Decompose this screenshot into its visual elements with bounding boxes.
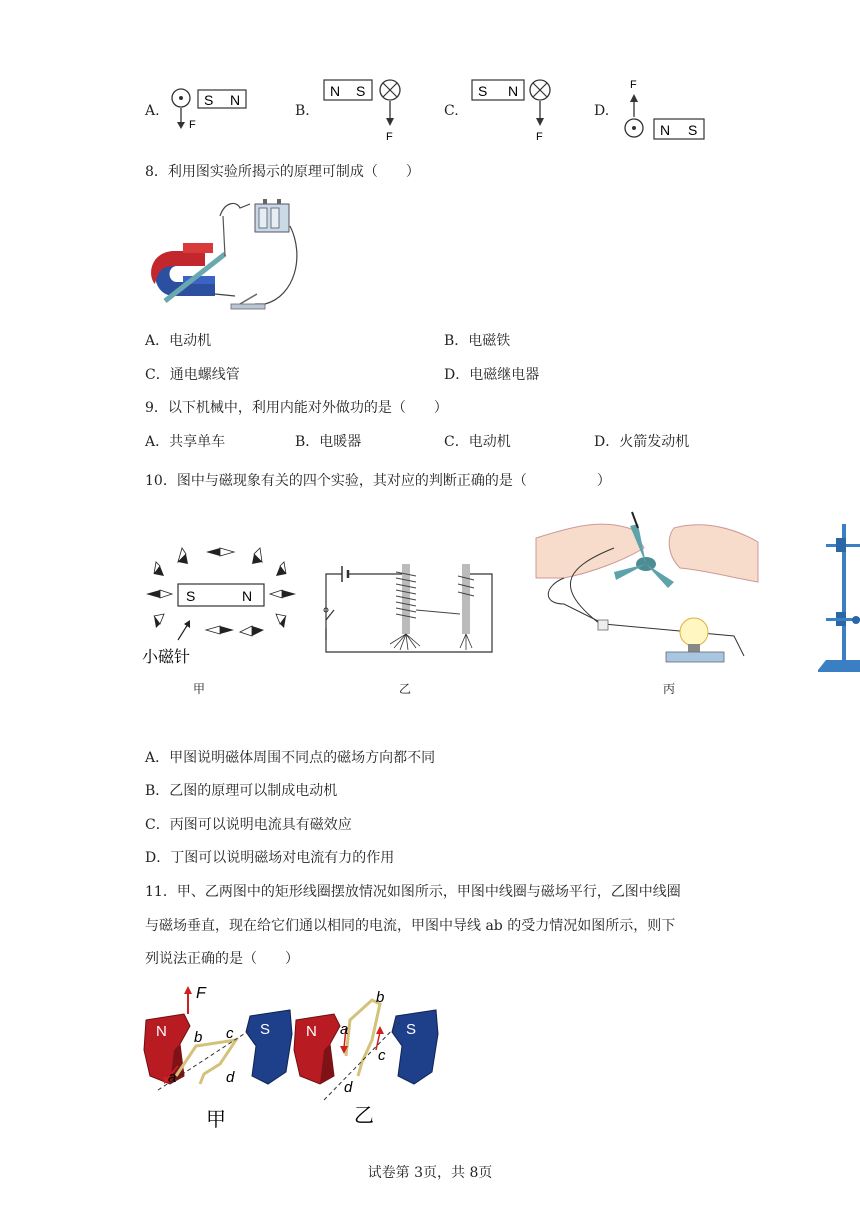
q7-option-d-letter: D. [594,103,610,119]
q7-option-b-figure [322,76,412,146]
force-arrow-icon [536,118,544,126]
magnet-pole-left: N [660,122,671,138]
q7-option-c-letter: C. [444,103,459,119]
magnet-pole-s: S [186,588,196,604]
magnet-pole-left: S [204,92,214,108]
force-label: F [189,119,196,131]
label-b-jia: b [194,1029,203,1046]
compass-needle-label: 小磁针 [142,649,191,666]
coil-yi [346,1000,380,1076]
lightbulb-icon [666,618,724,662]
magnet-n-pole-yi [294,1014,340,1084]
q8-option-d[interactable]: D．电磁继电器 [444,367,540,383]
q9-stem: 9．以下机械中，利用内能对外做功的是（ ） [145,400,448,416]
magnet-pole-right: N [230,92,241,108]
pole-s-label: S [406,1021,417,1038]
q10-option-b[interactable]: B．乙图的原理可以制成电动机 [145,783,338,799]
q7-option-a-figure [168,82,253,138]
q8-option-a[interactable]: A．电动机 [145,333,212,349]
force-label: F [386,131,393,143]
q11-stem-line-3: 列说法正确的是（ ） [145,951,299,967]
pole-n-label: N [156,1023,167,1040]
force-arrow-icon [630,94,638,102]
magnet-s-pole-jia [246,1010,292,1084]
q9-option-d[interactable]: D．火箭发动机 [594,434,690,450]
q9-option-b[interactable]: B．电暖器 [295,434,362,450]
battery-icon [255,199,289,232]
hand-right-icon [669,525,758,582]
q11-figure [140,980,450,1130]
electromagnet-coils-icon [390,564,474,650]
q10-option-c[interactable]: C．丙图可以说明电流具有磁效应 [145,817,352,833]
magnet-pole-left: S [478,83,488,99]
force-label: F [196,985,206,1002]
q10-caption-jia: 甲 [193,682,206,696]
q10-caption-bing: 丙 [663,682,676,696]
magnet-pole-right: S [356,83,366,99]
q10-option-d[interactable]: D．丁图可以说明磁场对电流有力的作用 [145,850,395,866]
q10-figure-jia [140,540,300,670]
caption-jia: 甲 [206,1109,226,1130]
q7-option-c-figure [470,76,560,146]
force-arrow-icon [386,118,394,126]
magnet-pole-right: N [508,83,519,99]
force-arrow-icon [177,122,185,129]
q10-caption-yi: 乙 [399,682,412,696]
magnet-pole-right: S [688,122,698,138]
q9-option-a[interactable]: A．共享单车 [145,434,226,450]
q8-option-b[interactable]: B．电磁铁 [444,333,511,349]
q11-stem-line-1: 11．甲、乙两图中的矩形线圈摆放情况如图所示，甲图中线圈与磁场平行，乙图中线圈 [145,884,681,900]
magnet-pole-left: N [330,83,341,99]
label-c-yi: c [378,1047,386,1064]
q8-option-c[interactable]: C．通电螺线管 [145,367,240,383]
q10-stem: 10．图中与磁现象有关的四个实验，其对应的判断正确的是（ ） [145,473,611,489]
q8-stem: 8．利用图实验所揭示的原理可制成（ ） [145,164,420,180]
label-d-jia: d [226,1069,235,1086]
q10-figure-yi [320,560,500,660]
label-a-yi: a [340,1021,349,1038]
label-d-yi: d [344,1079,353,1096]
q7-option-d-figure [620,74,710,146]
q10-option-a[interactable]: A．甲图说明磁体周围不同点的磁场方向都不同 [145,750,436,766]
q7-option-b-letter: B. [295,103,310,119]
compass-needles-icon [146,548,296,636]
q8-figure-motor-experiment [145,196,305,316]
label-c-jia: c [226,1025,234,1042]
switch-icon [231,294,265,309]
label-b-yi: b [376,989,385,1006]
pole-n-label: N [306,1023,317,1040]
magnet-s-pole-yi [392,1010,438,1084]
force-label: F [536,131,543,143]
pole-s-label: S [260,1021,271,1038]
q7-option-a-letter: A. [145,103,160,119]
magnet-pole-n: N [242,588,253,604]
q10-figure-ding-partial [816,516,860,676]
page-footer: 试卷第 3页，共 8页 [367,1165,493,1181]
caption-yi: 乙 [354,1105,374,1127]
label-a-jia: a [168,1069,177,1086]
q9-option-c[interactable]: C．电动机 [444,434,511,450]
q10-figure-bing [534,508,760,672]
force-label: F [630,79,637,91]
q11-stem-line-2: 与磁场垂直，现在给它们通以相同的电流，甲图中导线 ab 的受力情况如图所示，则下 [145,918,676,934]
